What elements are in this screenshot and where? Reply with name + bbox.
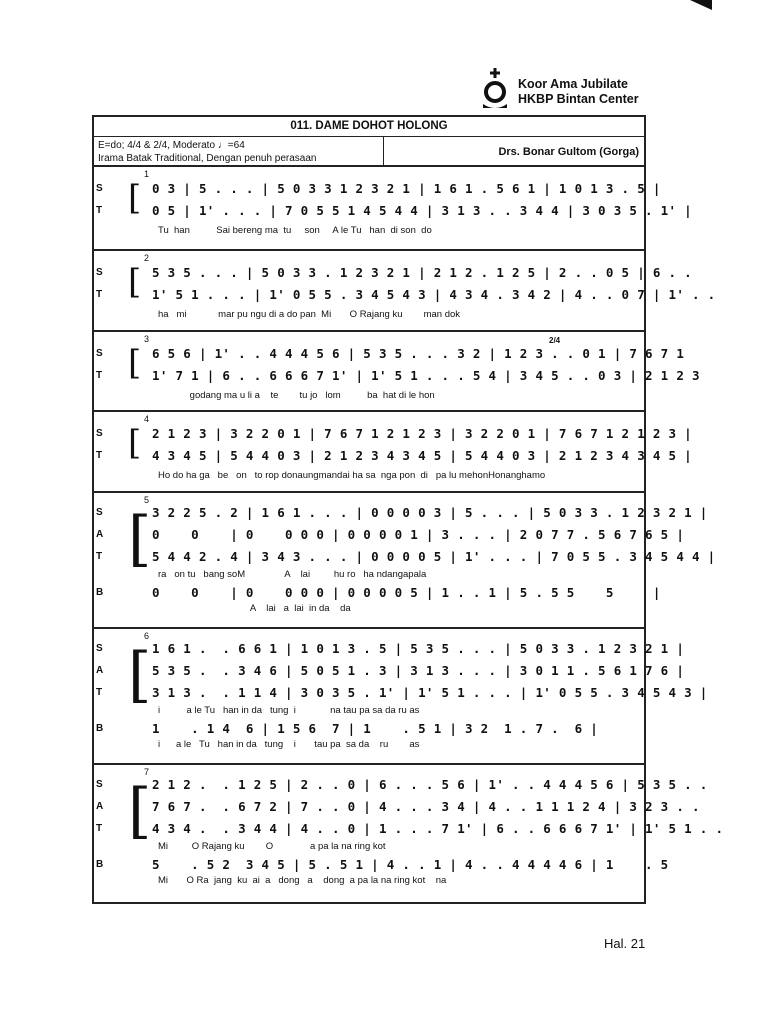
- note-line: 7 6 7 . . 6 7 2 | 7 . . 0 | 4 . . . 3 4 | 4 . . 1 1 1 2 4 | 3 2 3 . .: [152, 799, 700, 814]
- lyric-line: i a le Tu han in da tung i tau pa sa da ru as: [158, 739, 420, 750]
- voice-label: S: [96, 183, 103, 194]
- note-line: 1' 7 1 | 6 . . 6 6 6 7 1' | 1' 5 1 . . . 5 4 | 3 4 5 . . 0 3 | 2 1 2 3: [152, 368, 700, 383]
- note-line: 0 5 | 1' . . . | 7 0 5 5 1 4 5 4 4 | 3 1 3 . . 3 4 4 | 3 0 3 5 . 1' |: [152, 203, 692, 218]
- note-line: 0 0 | 0 0 0 0 | 0 0 0 0 1 | 3 . . . | 2 0 7 7 . 5 6 7 6 5 |: [152, 527, 685, 542]
- voice-label: S: [96, 779, 103, 790]
- song-style: Irama Batak Traditional, Dengan penuh perasaan: [98, 153, 317, 164]
- block-number: 1: [144, 169, 150, 179]
- system-bracket: [: [128, 640, 152, 710]
- note-line: 6 5 6 | 1' . . 4 4 4 5 6 | 5 3 5 . . . 3 2 | 1 2 3 . . 0 1 | 7 6 7 1: [152, 346, 685, 361]
- note-line: 1 . 1 4 6 | 1 5 6 7 | 1 . 5 1 | 3 2 1 . 7 . 6 |: [152, 721, 599, 736]
- system-bracket: [: [128, 262, 142, 302]
- system-bracket: [: [128, 423, 142, 463]
- block-number: 5: [144, 495, 150, 505]
- key-tempo: E=do; 4/4 & 2/4, Moderato ♩=64: [98, 140, 245, 151]
- system-bracket: [: [128, 504, 152, 574]
- lyric-line: A lai a lai in da da: [158, 603, 351, 614]
- note-line: 5 4 4 2 . 4 | 3 4 3 . . . | 0 0 0 0 5 | 1' . . . | 7 0 5 5 . 3 4 5 4 4 |: [152, 549, 716, 564]
- block-number: 2: [144, 253, 150, 263]
- church-logo-icon: [480, 66, 510, 110]
- org-name-line2: HKBP Bintan Center: [518, 92, 639, 106]
- score-block: [94, 765, 724, 902]
- system-bracket: [: [128, 343, 142, 383]
- voice-label: B: [96, 723, 104, 734]
- note-line: 0 3 | 5 . . . | 5 0 3 3 1 2 3 2 1 | 1 6 1 . 5 6 1 | 1 0 1 3 . 5 |: [152, 181, 661, 196]
- voice-label: T: [96, 551, 103, 562]
- note-line: 4 3 4 . . 3 4 4 | 4 . . 0 | 1 . . . 7 1' | 6 . . 6 6 6 7 1' | 1' 5 1 . .: [152, 821, 724, 836]
- note-line: 4 3 4 5 | 5 4 4 0 3 | 2 1 2 3 4 3 4 5 | 5 4 4 0 3 | 2 1 2 3 4 3 4 5 |: [152, 448, 692, 463]
- note-line: 5 3 5 . . 3 4 6 | 5 0 5 1 . 3 | 3 1 3 . . . | 3 0 1 1 . 5 6 1 7 6 |: [152, 663, 685, 678]
- note-line: 3 1 3 . . 1 1 4 | 3 0 3 5 . 1' | 1' 5 1 . . . | 1' 0 5 5 . 3 4 5 4 3 |: [152, 685, 708, 700]
- voice-label: S: [96, 348, 103, 359]
- voice-label: T: [96, 450, 103, 461]
- note-line: 5 3 5 . . . | 5 0 3 3 . 1 2 3 2 1 | 2 1 2 . 1 2 5 | 2 . . 0 5 | 6 . .: [152, 265, 692, 280]
- voice-label: T: [96, 823, 103, 834]
- page-corner-mark: [690, 0, 712, 10]
- score-block: [94, 412, 692, 493]
- song-title: 011. DAME DOHOT HOLONG: [94, 117, 644, 137]
- note-line: 3 2 2 5 . 2 | 1 6 1 . . . | 0 0 0 0 3 | 5 . . . | 5 0 3 3 . 1 2 3 2 1 |: [152, 505, 708, 520]
- block-number: 3: [144, 334, 150, 344]
- song-meta: [94, 137, 384, 167]
- block-number: 6: [144, 631, 150, 641]
- system-bracket: [: [128, 178, 142, 218]
- note-line: 0 0 | 0 0 0 0 | 0 0 0 0 5 | 1 . . 1 | 5 . 5 5 5 |: [152, 585, 661, 600]
- voice-label: A: [96, 529, 104, 540]
- voice-label: B: [96, 587, 104, 598]
- lyric-line: Tu han Sai bereng ma tu son A le Tu han di son do: [158, 225, 432, 236]
- note-line: 1 6 1 . . 6 6 1 | 1 0 1 3 . 5 | 5 3 5 . . . | 5 0 3 3 . 1 2 3 2 1 |: [152, 641, 685, 656]
- score-block: [94, 493, 716, 629]
- note-line: 2 1 2 . . 1 2 5 | 2 . . 0 | 6 . . . 5 6 | 1' . . 4 4 4 5 6 | 5 3 5 . .: [152, 777, 708, 792]
- page-number: Hal. 21: [604, 936, 646, 951]
- note-line: 5 . 5 2 3 4 5 | 5 . 5 1 | 4 . . 1 | 4 . . 4 4 4 4 6 | 1 . 5: [152, 857, 669, 872]
- lyric-line: ha mi mar pu ngu di a do pan Mi O Rajang ku man dok: [158, 309, 461, 320]
- composer: Drs. Bonar Gultom (Gorga): [384, 137, 644, 167]
- voice-label: T: [96, 289, 103, 300]
- voice-label: A: [96, 665, 104, 676]
- org-name-line1: Koor Ama Jubilate: [518, 77, 628, 91]
- voice-label: S: [96, 267, 103, 278]
- lyric-line: Mi O Ra jang ku ai a dong a dong a pa la na ring kot na: [158, 875, 447, 886]
- lyric-line: i a le Tu han in da tung i na tau pa sa da ru as: [158, 705, 420, 716]
- org-name: [518, 77, 639, 107]
- lyric-line: Mi O Rajang ku O a pa la na ring kot: [158, 841, 386, 852]
- score-block: [94, 629, 708, 765]
- note-line: 2 1 2 3 | 3 2 2 0 1 | 7 6 7 1 2 1 2 3 | 3 2 2 0 1 | 7 6 7 1 2 1 2 3 |: [152, 426, 692, 441]
- voice-label: T: [96, 205, 103, 216]
- voice-label: S: [96, 507, 103, 518]
- score-sheet: [92, 115, 724, 904]
- time-signature: 2/4: [549, 336, 561, 345]
- voice-label: T: [96, 370, 103, 381]
- voice-label: T: [96, 687, 103, 698]
- voice-label: B: [96, 859, 104, 870]
- lyric-line: godang ma u li a te tu jo lom ba hat di le hon: [158, 390, 435, 401]
- note-line: 1' 5 1 . . . | 1' 0 5 5 . 3 4 5 4 3 | 4 3 4 . 3 4 2 | 4 . . 0 7 | 1' . .: [152, 287, 716, 302]
- voice-label: S: [96, 643, 103, 654]
- voice-label: S: [96, 428, 103, 439]
- system-bracket: [: [128, 776, 152, 846]
- lyric-line: Ho do ha ga be on to rop donaungmandai ha sa nga pon di pa lu mehonHonanghamo: [158, 470, 546, 481]
- score-block: [94, 332, 700, 412]
- voice-label: A: [96, 801, 104, 812]
- block-number: 4: [144, 414, 150, 424]
- block-number: 7: [144, 767, 150, 777]
- lyric-line: ra on tu bang soM A lai hu ro ha ndangapala: [158, 569, 427, 580]
- score-block: [94, 167, 692, 251]
- score-block: [94, 251, 716, 332]
